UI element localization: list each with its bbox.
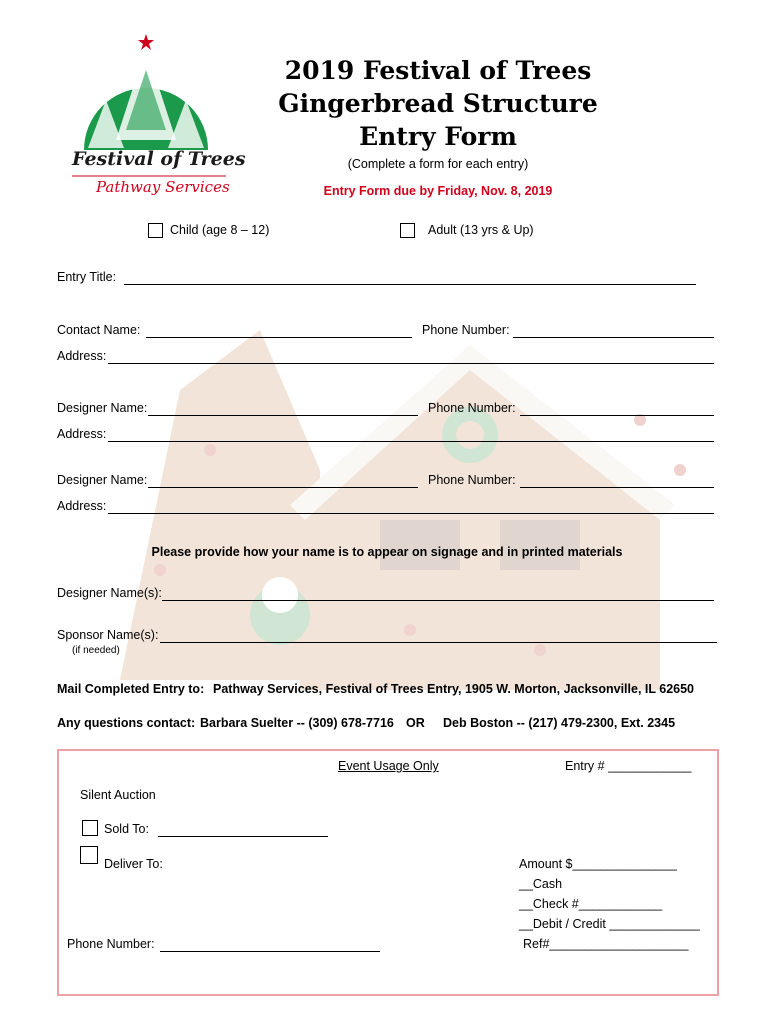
designer2-address-line[interactable]	[108, 501, 714, 514]
title-line1: 2019 Festival of Trees	[284, 56, 592, 85]
designer1-name-line[interactable]	[148, 403, 418, 416]
contact-or: OR	[406, 716, 425, 730]
designer2-phone-label: Phone Number:	[428, 473, 516, 487]
logo-line1: Festival of Trees	[72, 148, 246, 170]
signage-instruction: Please provide how your name is to appear on signage and in printed materials	[151, 545, 623, 559]
entry-title-line[interactable]	[124, 272, 696, 285]
cash-option: __Cash	[519, 877, 563, 891]
silent-auction-label: Silent Auction	[80, 788, 156, 802]
contact-person1: Barbara Suelter -- (309) 678-7716	[200, 716, 394, 730]
child-label: Child (age 8 – 12)	[170, 223, 270, 237]
adult-checkbox[interactable]	[400, 223, 415, 238]
entry-title-label: Entry Title:	[57, 270, 117, 284]
designer1-phone-line[interactable]	[520, 403, 714, 416]
designer1-name-label: Designer Name:	[57, 401, 148, 415]
box-phone-line[interactable]	[160, 939, 380, 952]
designer1-address-label: Address:	[57, 427, 107, 441]
debit-credit-option: __Debit / Credit _____________	[519, 917, 700, 931]
contact-name-label: Contact Name:	[57, 323, 141, 337]
contact-person2: Deb Boston -- (217) 479-2300, Ext. 2345	[443, 716, 676, 730]
deliver-to-label: Deliver To:	[104, 857, 163, 871]
if-needed-note: (if needed)	[72, 645, 120, 656]
sold-to-checkbox[interactable]	[82, 820, 98, 836]
contact-phone-line[interactable]	[513, 325, 714, 338]
check-option: __Check #____________	[519, 897, 663, 911]
title-line3: Entry Form	[359, 122, 517, 151]
title-line2: Gingerbread Structure	[278, 89, 598, 118]
designer1-phone-label: Phone Number:	[428, 401, 516, 415]
sponsor-names-line[interactable]	[160, 630, 717, 643]
contact-phone-label: Phone Number:	[422, 323, 510, 337]
ref-field: Ref#____________________	[523, 937, 689, 951]
deliver-to-checkbox[interactable]	[80, 846, 98, 864]
amount-field: Amount $_______________	[519, 857, 677, 871]
designer2-name-line[interactable]	[148, 475, 418, 488]
designer2-phone-line[interactable]	[520, 475, 714, 488]
designer1-address-line[interactable]	[108, 429, 714, 442]
adult-label: Adult (13 yrs & Up)	[428, 223, 534, 237]
entry-number: Entry # ____________	[565, 759, 692, 773]
logo-line2: Pathway Services	[96, 178, 230, 196]
sold-to-line[interactable]	[158, 824, 328, 837]
child-checkbox[interactable]	[148, 223, 163, 238]
contact-address-label: Address:	[57, 349, 107, 363]
due-date: Entry Form due by Friday, Nov. 8, 2019	[323, 184, 553, 198]
mail-label: Mail Completed Entry to:	[57, 682, 205, 696]
contact-name-line[interactable]	[146, 325, 412, 338]
sponsor-names-label: Sponsor Name(s):	[57, 628, 159, 642]
contact-address-line[interactable]	[108, 351, 714, 364]
subtitle: (Complete a form for each entry)	[347, 157, 529, 171]
event-usage-box	[57, 749, 719, 996]
questions-label: Any questions contact:	[57, 716, 196, 730]
designer-names-label: Designer Name(s):	[57, 586, 162, 600]
mail-address: Pathway Services, Festival of Trees Entry, 1905 W. Morton, Jacksonville, IL 62650	[213, 682, 695, 696]
box-phone-label: Phone Number:	[67, 937, 155, 951]
designer2-name-label: Designer Name:	[57, 473, 148, 487]
designer2-address-label: Address:	[57, 499, 107, 513]
event-usage-heading: Event Usage Only	[338, 759, 439, 773]
designer-names-line[interactable]	[162, 588, 714, 601]
sold-to-label: Sold To:	[104, 822, 149, 836]
